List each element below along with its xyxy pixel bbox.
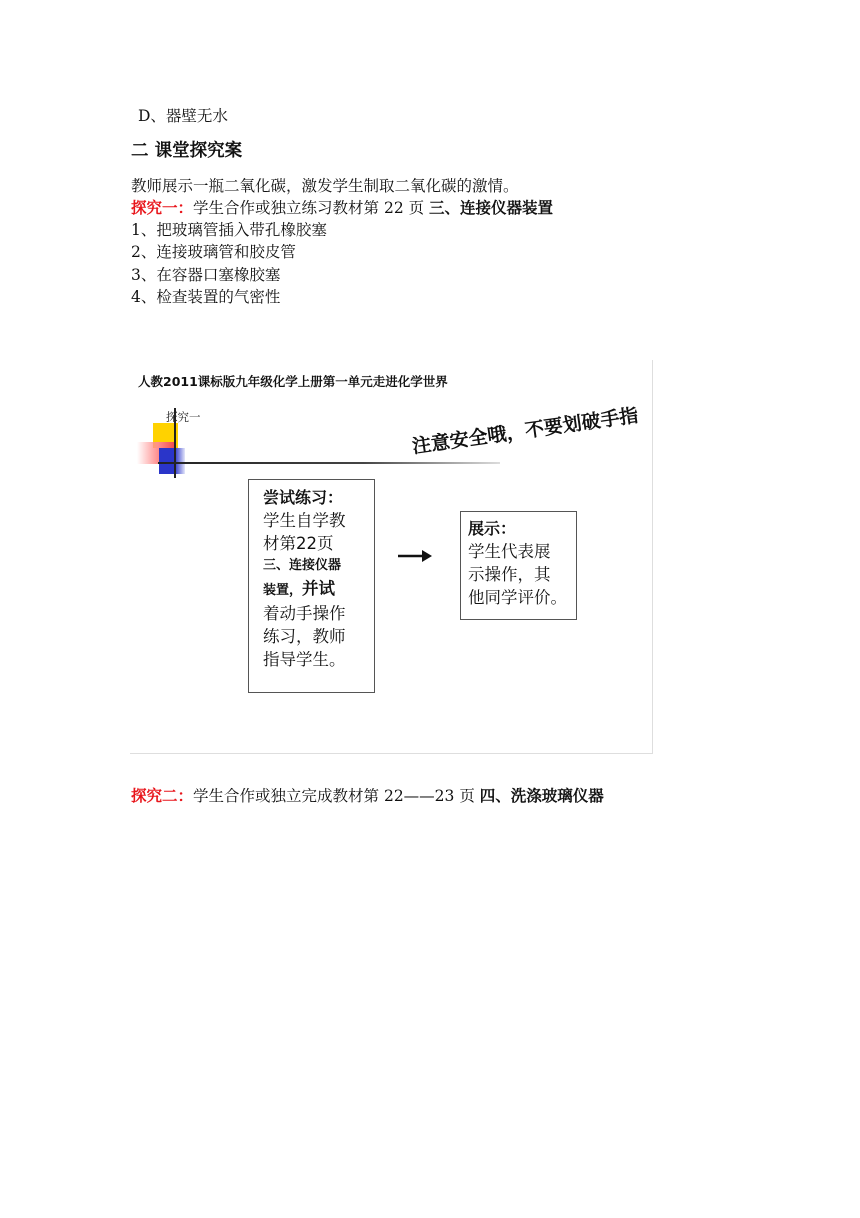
probe2-label: 探究二	[131, 787, 178, 805]
probe2-line	[131, 785, 604, 807]
practice-bold	[263, 555, 374, 602]
display-box	[460, 511, 577, 620]
option-d: D、器壁无水	[138, 107, 228, 125]
probe1-text: 学生合作或独立练习教材第 22 页	[193, 199, 430, 217]
practice-box	[248, 479, 375, 693]
step-1: 1、把玻璃管插入带孔橡胶塞	[131, 221, 327, 239]
right-arrow-icon	[398, 549, 432, 563]
probe2-bold: 四、洗涤玻璃仪器	[479, 787, 604, 805]
safety-slogan: 注意安全哦，不要划破手指	[410, 404, 640, 459]
blue-square	[159, 448, 185, 474]
slide-header: 人教2011课标版九年级化学上册第一单元走进化学世界	[138, 374, 448, 389]
step-2: 2、连接玻璃管和胶皮管	[131, 243, 296, 261]
probe2-text: 学生合作或独立完成教材第 22——23 页	[193, 787, 480, 805]
slide-image	[130, 360, 653, 754]
practice-text2: 并试	[302, 579, 336, 598]
horizontal-rule	[158, 462, 500, 464]
step-3: 3、在容器口塞橡胶塞	[131, 266, 281, 284]
section-heading: 二 课堂探究案	[131, 141, 243, 161]
practice-text3: 着动手操作 练习，教师 指导学生。	[263, 604, 346, 669]
display-title: 展示：	[468, 519, 517, 538]
probe1-label: 探究一	[131, 199, 178, 217]
step-4: 4、检查装置的气密性	[131, 288, 281, 306]
intro-text: 教师展示一瓶二氧化碳，激发学生制取二氧化碳的激情。	[131, 177, 519, 195]
practice-bold-text: 三、连接仪器 装置，	[263, 558, 342, 598]
probe1-bold: 三、连接仪器装置	[429, 199, 554, 217]
probe1-line	[131, 197, 553, 219]
display-text: 学生代表展 示操作，其 他同学评价。	[468, 542, 567, 607]
probe1-colon: ：	[177, 199, 194, 217]
practice-text: 学生自学教 材第22页	[263, 511, 346, 553]
practice-title: 尝试练习：	[263, 488, 344, 507]
probe2-colon: ：	[177, 787, 194, 805]
slide-probe-label: 探究一	[166, 410, 201, 424]
